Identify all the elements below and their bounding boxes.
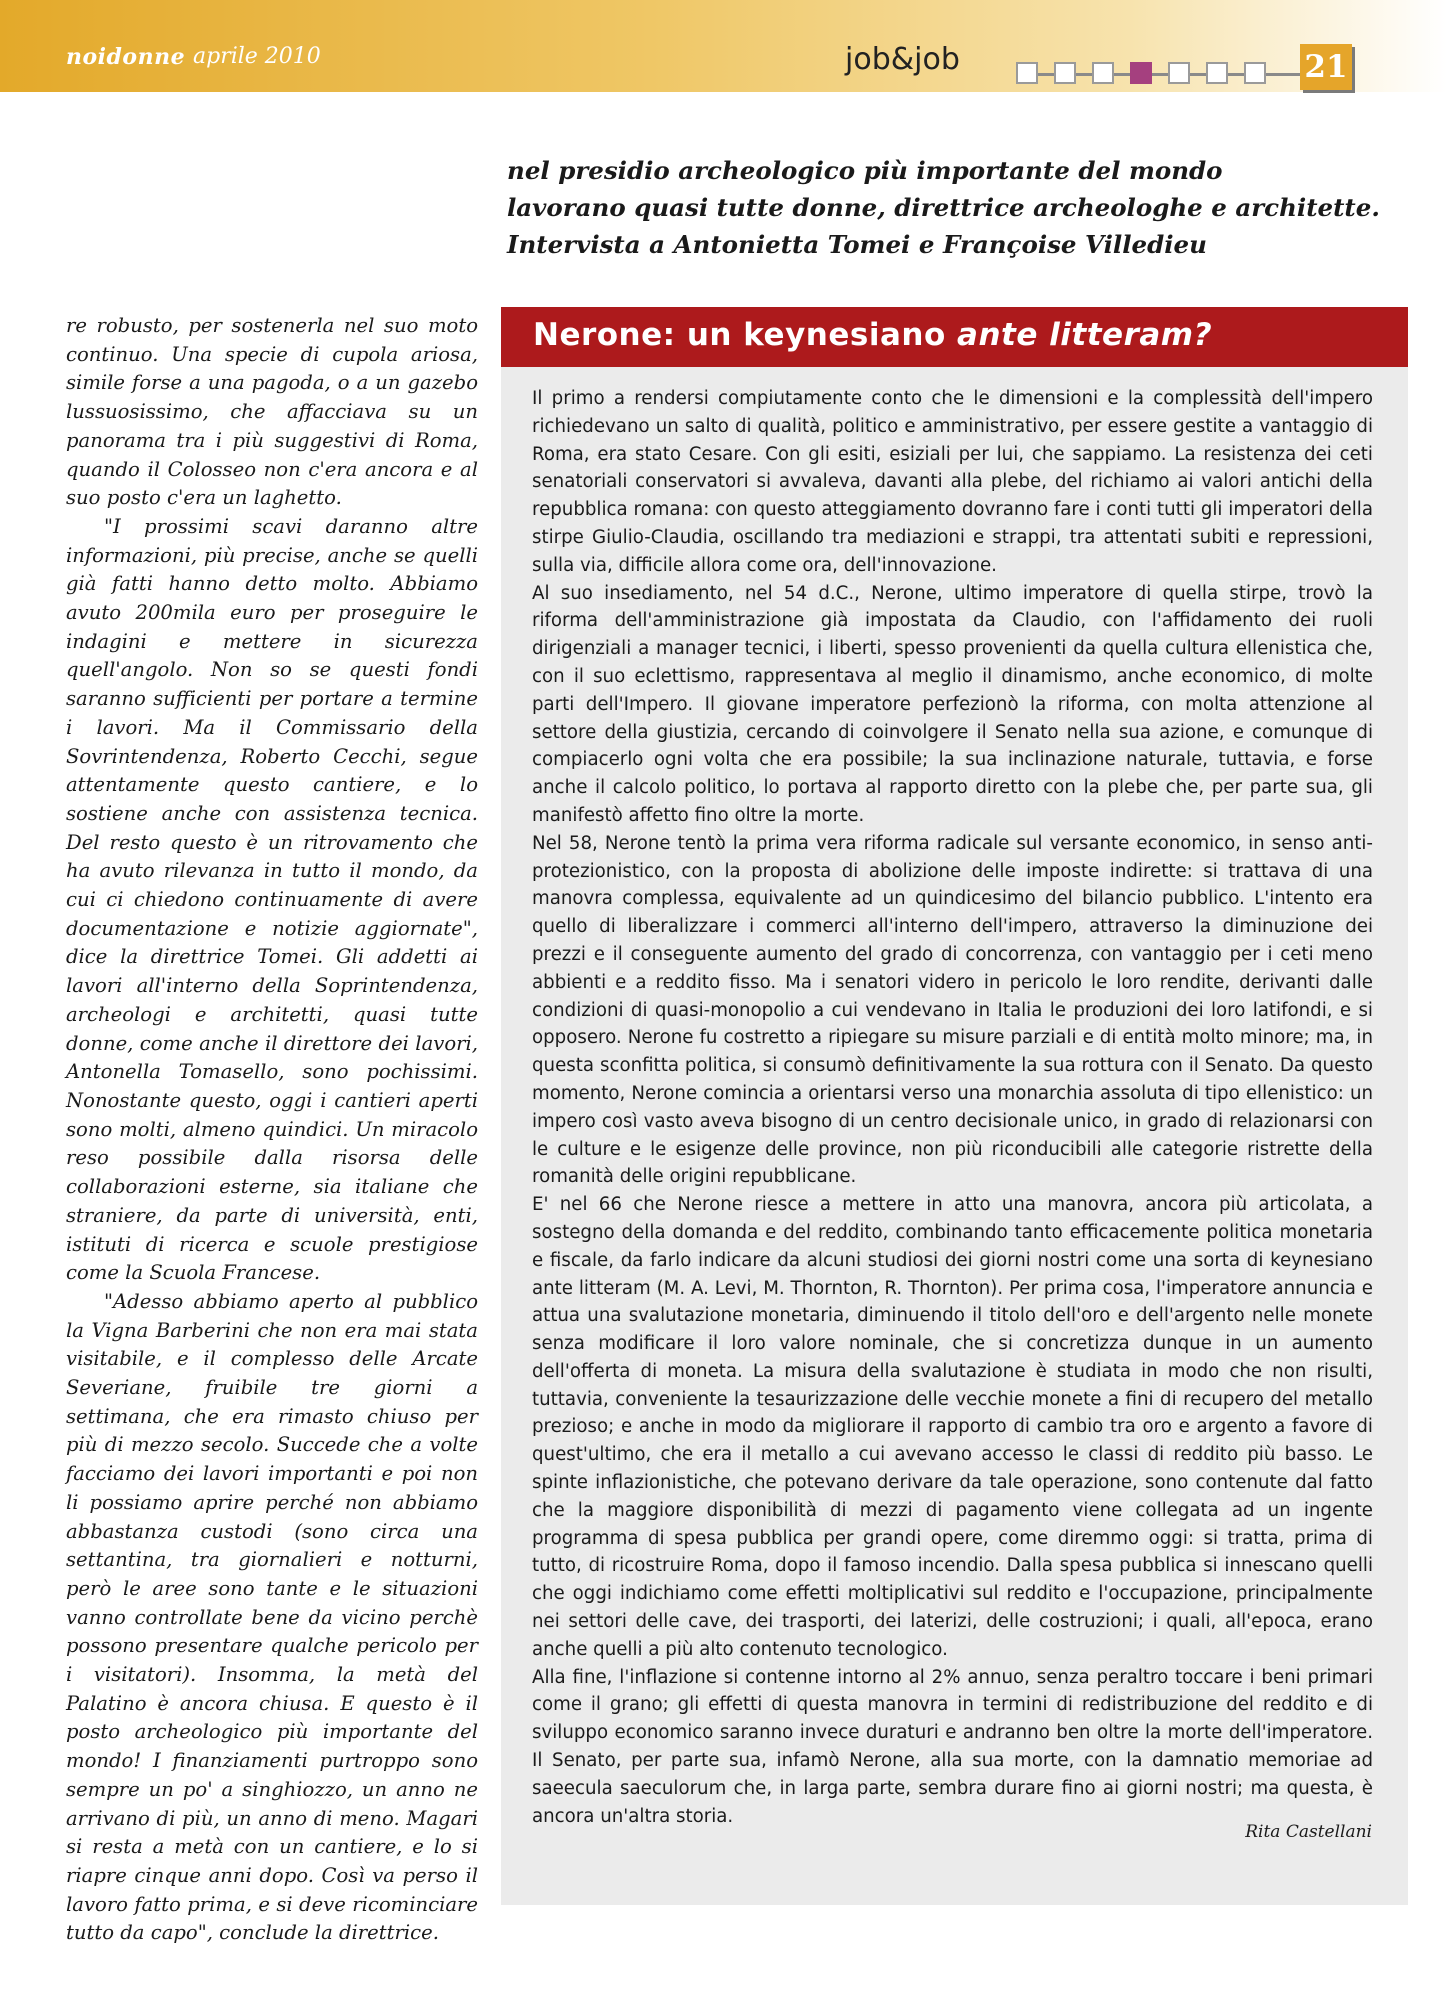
article-paragraph: re robusto, per sostenerla nel suo moto continuo. Una specie di cupola ariosa, simile forse a una pagoda, o a un gazebo lussuosissimo, che affacciava su un panorama tra i più suggestivi di Roma, quando il Colosseo non c'era ancora e al suo posto c'era un laghetto. [66,314,478,510]
intro-line: lavorano quasi tutte donne, direttrice archeologhe e architette. [507,193,1380,222]
section-label: job&job [845,42,960,77]
issue-date: aprile 2010 [193,44,321,69]
decoration-square-active [1130,62,1152,84]
sidebar-paragraph: Nel 58, Nerone tentò la prima vera riforma radicale sul versante economico, in senso anti-protezionistico, con la proposta di abolizione delle imposte indirette: si trattava di una manovra complessa, equivalente ad un quindicesimo del bilancio pubblico. L'intento era quello di liberalizzare i commerci all'interno dell'impero, attraverso la diminuzione dei prezzi e il conseguente aumento del grado di concorrenza, con vantaggio per i ceti meno abbienti e a reddito fisso. Ma i senatori videro in pericolo le loro rendite, derivanti dalle condizioni di quasi-monopolio a cui vendevano in Italia le produzioni dei loro latifondi, e si opposero. Nerone fu costretto a ripiegare su misure parziali e di entità molto minore; ma, in questa sconfitta politica, si consumò definitivamente la sua rottura con il Senato. Da questo momento, Nerone comincia a orientarsi verso una monarchia assoluta di tipo ellenistico: un impero così vasto aveva bisogno di un centro decisionale unico, in grado di relazionarsi con le culture e le esigenze delle province, non più riconducibili alle categorie ristrette della romanità delle origini repubblicane. [532,832,1373,1188]
magazine-brand: noidonne [66,44,186,70]
article-paragraph: "Adesso abbiamo aperto al pubblico la Vigna Barberini che non era mai stata visitabile, e il complesso delle Arcate Severiane, fruibile tre giorni a settimana, che era rimasto chiuso per più di mezzo secolo. Succede che a volte facciamo dei lavori importanti e poi non li possiamo aprire perché non abbiamo abbastanza custodi (sono circa una settantina, tra giornalieri e notturni, però le aree sono tante e le situazioni vanno controllate bene da vicino perchè possono presentare qualche pericolo per i visitatori). Insomma, la metà del Palatino è ancora chiusa. E questo è il posto archeologico più importante del mondo! I finanziamenti purtroppo sono sempre un po' a singhiozzo, un anno ne arrivano di più, un anno di meno. Magari si resta a metà con un cantiere, e lo si riapre cinque anni dopo. Così va perso il lavoro fatto prima, e si deve ricominciare tutto da capo", conclude la direttrice. [66,1289,478,1945]
intro-line: Intervista a Antonietta Tomei e Françoise Villedieu [507,230,1207,259]
sidebar-title-main: Nerone: un keynesiano [533,317,958,353]
decoration-square [1244,62,1266,84]
sidebar-box [501,307,1408,1905]
sidebar-title-italic: ante litteram? [957,317,1213,353]
decoration-square [1054,62,1076,84]
intro-line: nel presidio archeologico più importante del mondo [507,156,1223,185]
article-left-column [66,312,478,1948]
decoration-square [1206,62,1228,84]
sidebar-body [532,385,1373,1830]
decoration-square [1092,62,1114,84]
section-decoration [1016,62,1302,86]
sidebar-paragraph: E' nel 66 che Nerone riesce a mettere in atto una manovra, ancora più articolata, a sostegno della domanda e del reddito, combinando tanto efficacemente politica monetaria e fiscale, da farlo indicare da alcuni studiosi dei giorni nostri come una sorta di keynesiano ante litteram (M. A. Levi, M. Thornton, R. Thornton). Per prima cosa, l'imperatore annuncia e attua una svalutazione monetaria, diminuendo il titolo dell'oro e dell'argento nelle monete senza modificare il loro valore nominale, che si concretizza dunque in un aumento dell'offerta di moneta. La misura della svalutazione è studiata in modo che non risulti, tuttavia, conveniente la tesaurizzazione delle vecchie monete a fini di recupero del metallo prezioso; e anche in modo da migliorare il rapporto di cambio tra oro e argento a favore di quest'ultimo, che era il metallo a cui avevano accesso le classi di reddito più basso. Le spinte inflazionistiche, che potevano derivare da tale operazione, sono contenute dal fatto che la maggiore disponibilità di mezzi di pagamento viene collegata ad un ingente programma di spesa pubblica per grandi opere, come diremmo oggi: si tratta, prima di tutto, di ricostruire Roma, dopo il famoso incendio. Dalla spesa pubblica si innescano quelli che oggi indichiamo come effetti moltiplicativi sul reddito e l'occupazione, principalmente nei settori delle cave, dei trasporti, dei laterizi, delle costruzioni; i quali, all'epoca, erano anche quelli a più alto contenuto tecnologico. [532,1194,1373,1660]
sidebar-paragraph: Al suo insediamento, nel 54 d.C., Nerone, ultimo imperatore di quella stirpe, trovò la riforma dell'amministrazione già impostata da Claudio, con l'affidamento dei ruoli dirigenziali a manager tecnici, i liberti, spesso provenienti da quella cultura ellenistica che, con il suo eclettismo, rappresentava al meglio il dinamismo, anche economico, di molte parti dell'Impero. Il giovane imperatore perfezionò la riforma, con molta attenzione al settore della giustizia, cercando di coinvolgere il Senato nella sua azione, e comunque di compiacerlo ogni volta che era possibile; la sua inclinazione naturale, tuttavia, e forse anche il calcolo politico, lo portava al rapporto diretto con la plebe che, per parte sua, gli manifestò affetto fino oltre la morte. [532,582,1373,826]
sidebar-title [533,317,1212,353]
sidebar-paragraph: Il primo a rendersi compiutamente conto che le dimensioni e la complessità dell'impero richiedevano un salto di qualità, politico e amministrativo, per essere gestite a vantaggio di Roma, era stato Cesare. Con gli esiti, esiziali per lui, che sappiamo. La resistenza dei ceti senatoriali conservatori si avvaleva, davanti alla plebe, del richiamo ai valori antichi della repubblica romana: con questo atteggiamento dovranno fare i conti tutti gli imperatori della stirpe Giulio-Claudia, oscillando tra mediazioni e strappi, tra attentati subiti e repressioni, sulla via, difficile allora come ora, dell'innovazione. [532,388,1373,576]
page-number: 21 [1300,44,1352,90]
intro-headline [507,152,1407,263]
author-byline: Rita Castellani [1245,1822,1372,1842]
decoration-square [1016,62,1038,84]
decoration-square [1168,62,1190,84]
sidebar-title-bar [501,307,1408,367]
article-paragraph: "I prossimi scavi daranno altre informazioni, più precise, anche se quelli già fatti hanno detto molto. Abbiamo avuto 200mila euro per proseguire le indagini e mettere in sicurezza quell'angolo. Non so se questi fondi saranno sufficienti per portare a termine i lavori. Ma il Commissario della Sovrintendenza, Roberto Cecchi, segue attentamente questo cantiere, e lo sostiene anche con assistenza tecnica. Del resto questo è un ritrovamento che ha avuto rilevanza in tutto il mondo, da cui ci chiedono continuamente di avere documentazione e notizie aggiornate", dice la direttrice Tomei. Gli addetti ai lavori all'interno della Soprintendenza, archeologi e architetti, quasi tutte donne, come anche il direttore dei lavori, Antonella Tomasello, sono pochissimi. Nonostante questo, oggi i cantieri aperti sono molti, almeno quindici. Un miracolo reso possibile dalla risorsa delle collaborazioni esterne, sia italiane che straniere, da parte di università, enti, istituti di ricerca e scuole prestigiose come la Scuola Francese. [66,514,478,1285]
sidebar-paragraph: Alla fine, l'inflazione si contenne intorno al 2% annuo, senza peraltro toccare i beni primari come il grano; gli effetti di questa manovra in termini di redistribuzione del reddito e di sviluppo economico saranno invece duraturi e andranno ben oltre la morte dell'imperatore. Il Senato, per parte sua, infamò Nerone, alla sua morte, con la damnatio memoriae ad saeecula saeculorum che, in larga parte, sembra durare fino ai giorni nostri; ma questa, è ancora un'altra storia. [532,1666,1373,1827]
